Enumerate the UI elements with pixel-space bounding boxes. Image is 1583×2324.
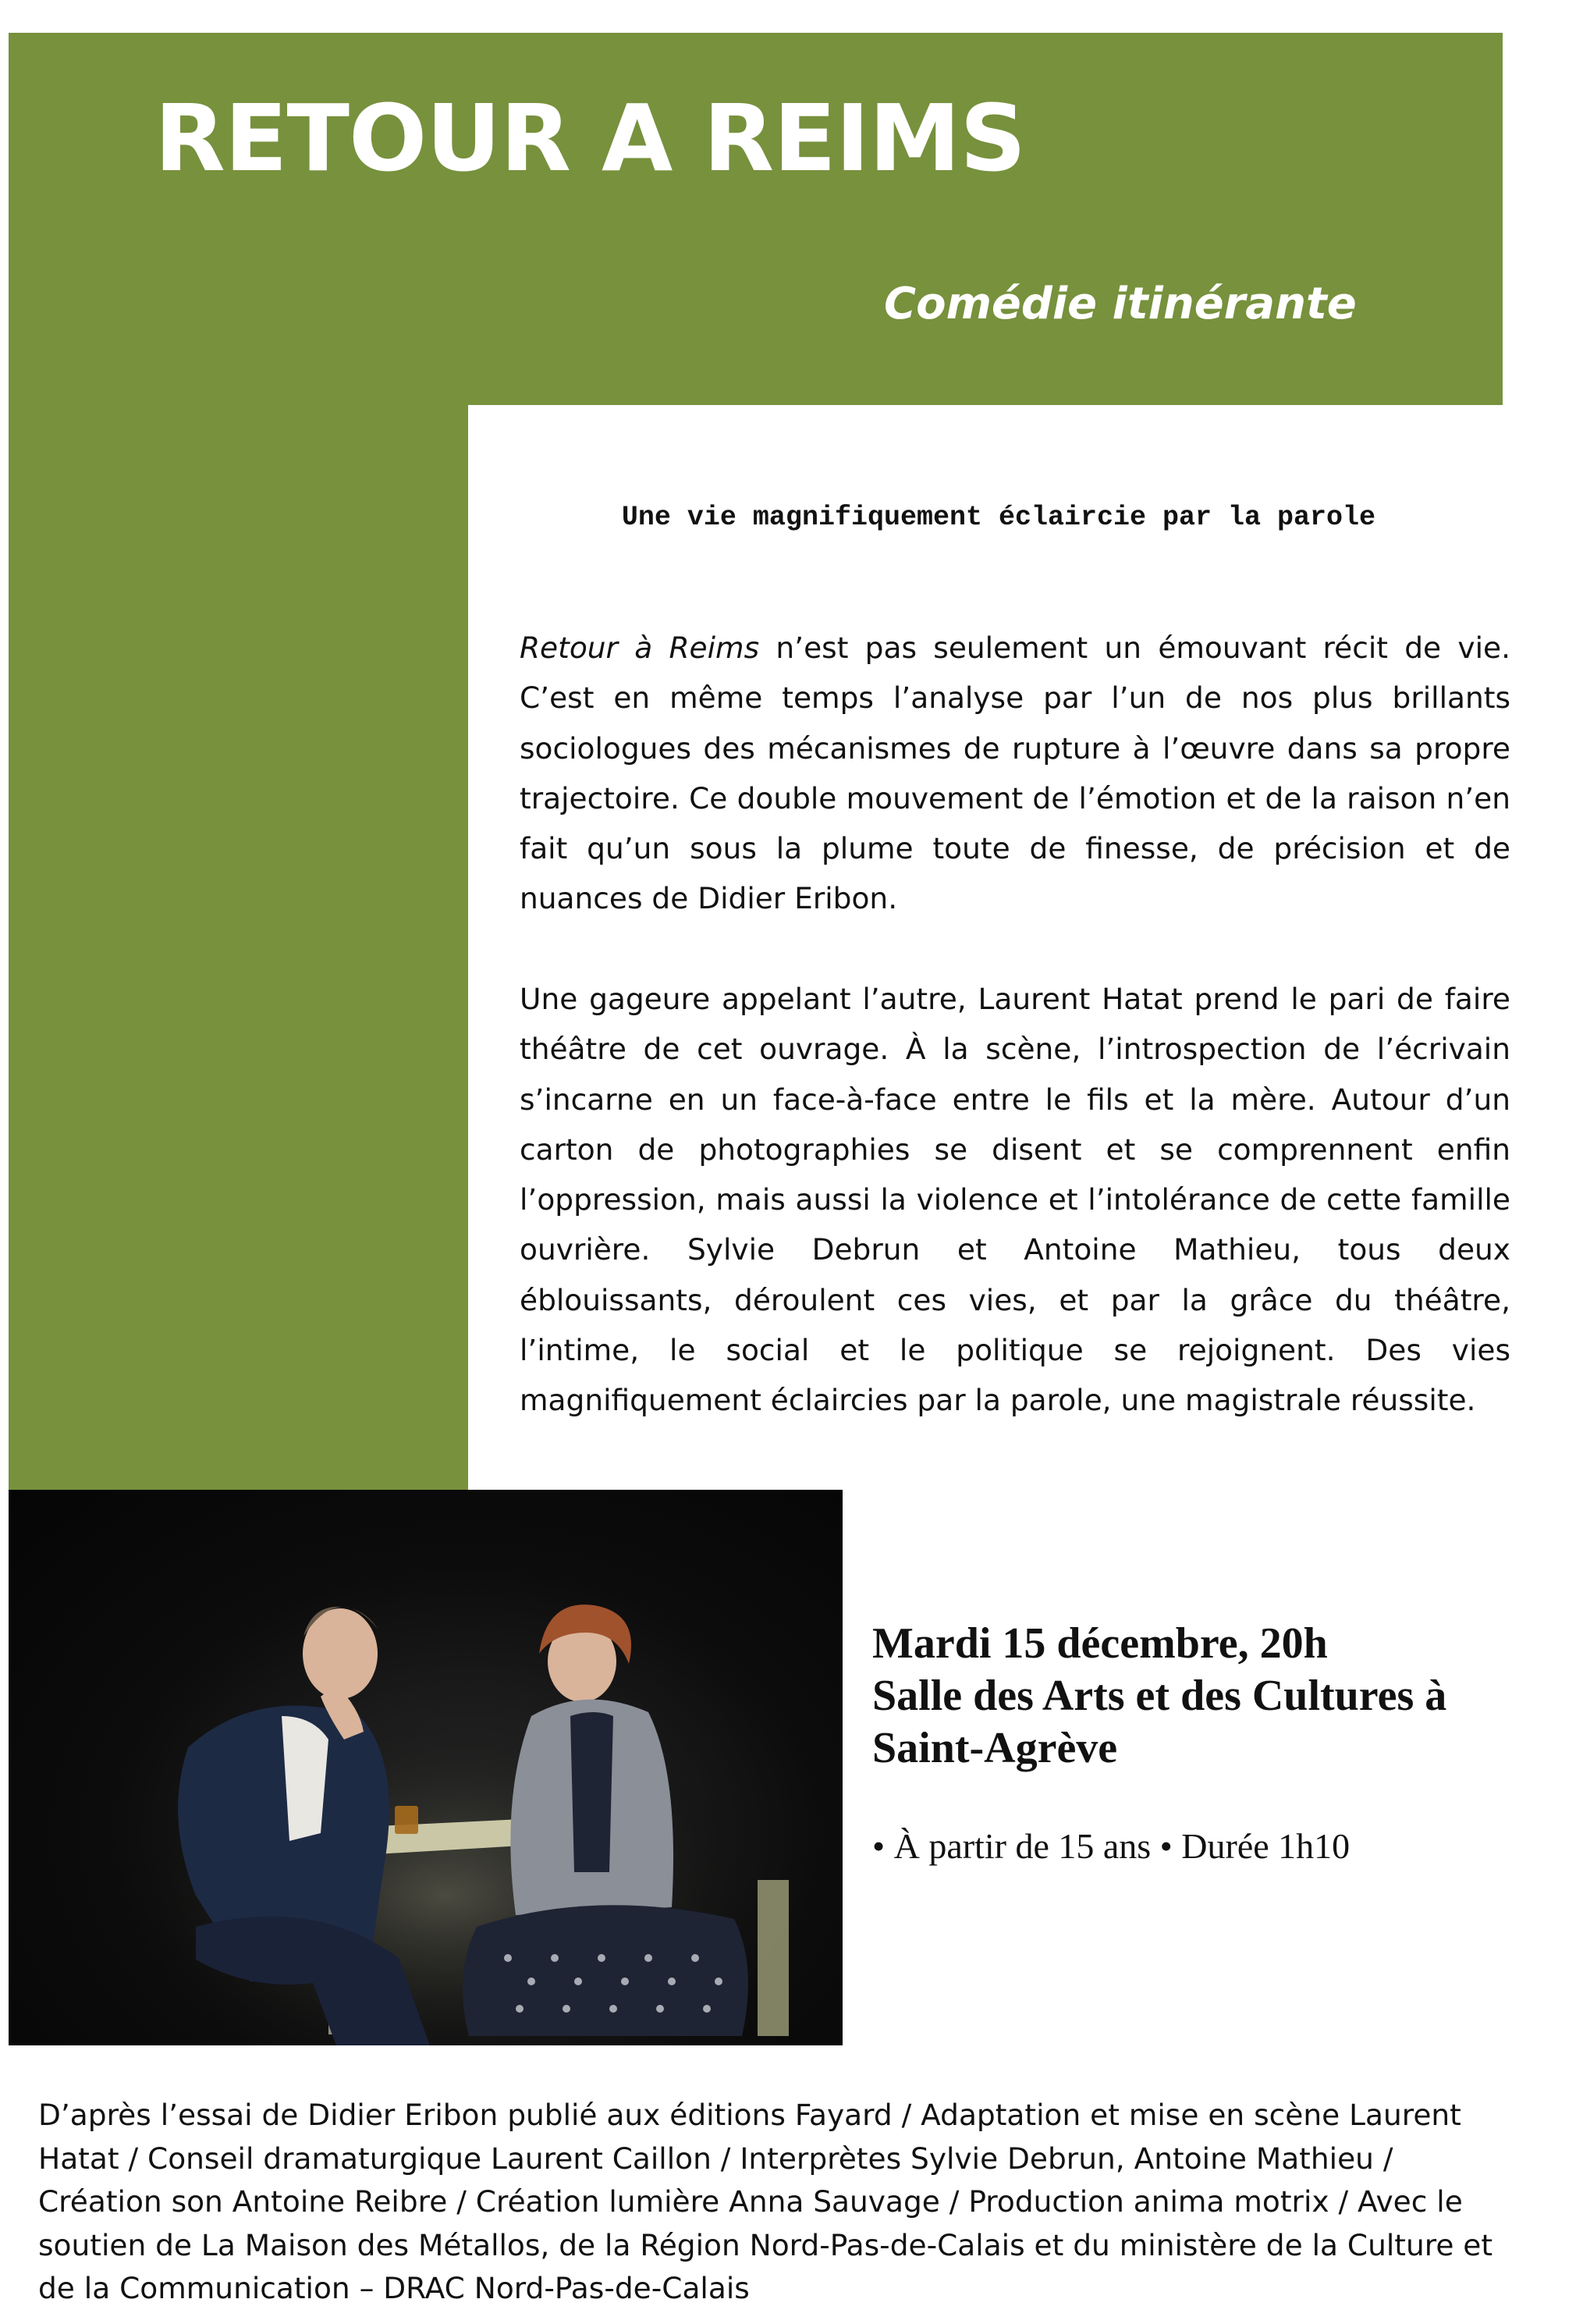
description-paragraph-1-text: n’est pas seulement un émouvant récit de vie. C’est en même temps l’analyse par l’un de nos plus brillants sociologues des mécanismes de rupture à l’œuvre dans sa propre trajectoire. Ce double mouvement de l’émotion et de la raison n’en fait qu’un sous la plume toute de finesse, de précision et de nuances de Didier Eribon. (520, 631, 1510, 916)
page-title: RETOUR A REIMS (154, 84, 1026, 192)
stage-photo (9, 1490, 843, 2045)
event-date: Mardi 15 décembre, 20h (872, 1619, 1328, 1668)
page-subtitle: Comédie itinérante (884, 279, 1357, 329)
man-shirt (282, 1716, 328, 1841)
play-title-italic: Retour à Reims (520, 631, 760, 665)
chair (758, 1880, 789, 2036)
event-venue: Salle des Arts et des Cultures à (872, 1672, 1447, 1720)
event-venue-town: Saint-Agrève (872, 1724, 1118, 1772)
tagline: Une vie magnifiquement éclaircie par la parole (621, 502, 1376, 533)
description-paragraph-1 (520, 623, 1510, 924)
left-green-band (9, 405, 468, 1490)
woman-dress (570, 1712, 613, 1872)
stage-photo-illustration (9, 1490, 843, 2045)
event-info: • À partir de 15 ans • Durée 1h10 (872, 1826, 1351, 1866)
glass (395, 1806, 418, 1834)
woman-skirt (463, 1905, 748, 2036)
credits: D’après l’essai de Didier Eribon publié aux éditions Fayard / Adaptation et mise en scène Laurent Hatat / Conseil dramaturgique Laurent Caillon / Interprètes Sylvie Debrun, Antoine Mathieu / Création son Antoine Reibre / Création lumière Anna Sauvage / Production anima motrix / Avec le soutien de La Maison des Métallos, de la Région Nord-Pas-de-Calais et du ministère de la Culture et de la Communication – DRAC Nord-Pas-de-Calais (38, 2098, 1493, 2305)
description-paragraph-2: Une gageure appelant l’autre, Laurent Hatat prend le pari de faire théâtre de cet ouvrage. À la scène, l’introspection de l’écrivain s’incarne en un face-à-face entre le fils et la mère. Autour d’un carton de photographies se disent et se comprennent enfin l’oppression, mais aussi la violence et l’intolérance de cette famille ouvrière. Sylvie Debrun et Antoine Mathieu, tous deux éblouissants, déroulent ces vies, et par la grâce du théâtre, l’intime, le social et le politique se rejoignent. Des vies magnifiquement éclaircies par la parole, une magistrale réussite. (520, 982, 1510, 1418)
